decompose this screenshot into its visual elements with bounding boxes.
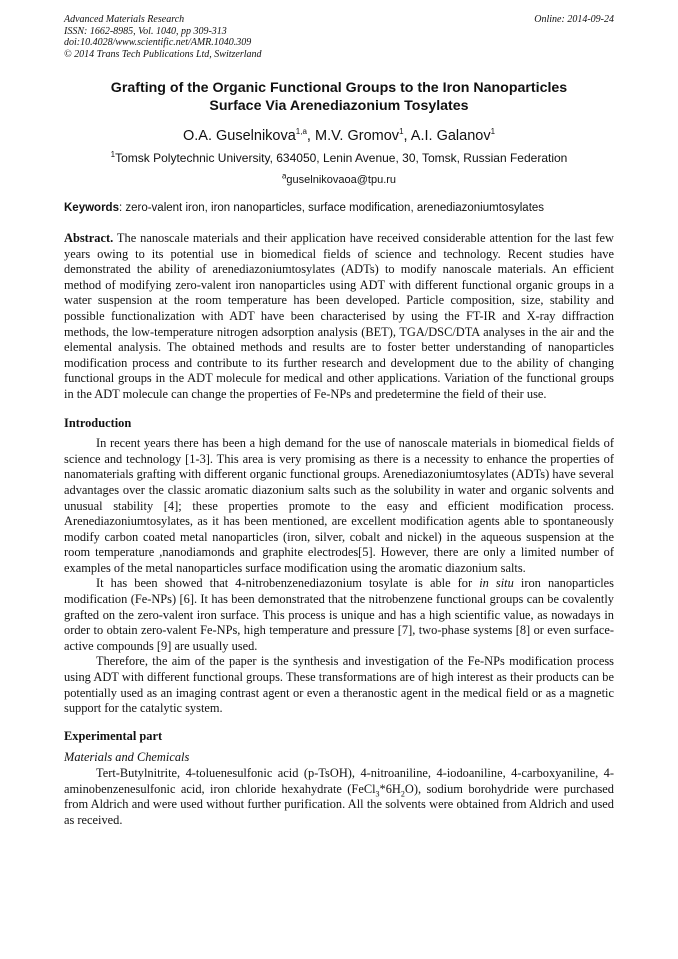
subscript: 2 <box>400 789 405 799</box>
corresponding-email <box>64 173 614 187</box>
journal-doi: doi:10.4028/www.scientific.net/AMR.1040.309 <box>64 37 252 48</box>
paragraph-text: Tert-Butylnitrite, 4-toluenesulfonic acid (p-TsOH), 4-nitroaniline, 4-iodoaniline, 4-carboxyaniline, 4-aminobenzenesulfonic acid, iron chloride hexahydrate (FeCl <box>64 766 614 796</box>
materials-paragraph <box>64 766 614 828</box>
paragraph-text: It has been showed that 4-nitrobenzenediazonium tosylate is able for <box>96 576 480 591</box>
author-list <box>64 127 614 145</box>
affiliation-text: Tomsk Polytechnic University, 634050, Lenin Avenue, 30, Tomsk, Russian Federation <box>115 151 568 165</box>
keywords <box>64 201 614 216</box>
experimental-section <box>64 766 614 828</box>
abstract <box>64 231 614 403</box>
author-affiliation-mark: 1,a <box>295 127 307 137</box>
experimental-heading: Experimental part <box>64 728 163 743</box>
paper-page <box>64 14 614 828</box>
abstract-label: Abstract. <box>64 231 114 245</box>
italic-term: in situ <box>479 576 514 591</box>
journal-issn: ISSN: 1662-8985, Vol. 1040, pp 309-313 <box>64 25 227 37</box>
journal-name: Advanced Materials Research <box>64 14 185 25</box>
title-line-2: Surface Via Arenediazonium Tosylates <box>209 98 469 114</box>
paragraph-text: O), sodium borohydride were purchased from Aldrich and were used without further purification. All the solvents were obtained from Aldrich and used as received. <box>64 781 614 827</box>
introduction-section <box>64 436 614 717</box>
email-mark: a <box>281 171 287 181</box>
paper-title <box>64 79 614 115</box>
paragraph-text: iron nanoparticles modification (Fe-NPs) [6]. It has been demonstrated that the nitrobenzene functional groups can be covalently grafted on the zero-valent iron surface. This process is unique and has a high scientific value, as nowadays in order to obtain zero-valent Fe-NPs, high temperature and pressure [7], two-phase systems [8] or even surface-active compounds [9] are usually used. <box>64 576 614 653</box>
introduction-paragraph-2 <box>64 576 614 654</box>
subscript: 3 <box>375 789 380 799</box>
author-name: A.I. Galanov <box>410 128 491 144</box>
email-text: guselnikovaoa@tpu.ru <box>286 174 397 186</box>
author-affiliation-mark: 1 <box>399 127 404 137</box>
author-separator: , <box>306 128 315 144</box>
keywords-text: : zero-valent iron, iron nanoparticles, surface modification, arenediazoniumtosylates <box>118 202 545 214</box>
introduction-paragraph-1: In recent years there has been a high demand for the use of nanoscale materials in biomedical fields of science and technology [1-3]. This area is very promising as there is a necessity to enhance the properties of nanomaterials grafting with different organic functional groups. Arenediazoniumtosylates (ADTs) have several advantages over the classic aromatic diazonium salts such as the solubility in water and organic solvents and unusual stability [4]; these properties promote to the easy and efficient modification process. Arenediazoniumtosylates, as it has been mentioned, are excellent modification agents able to spontaneously modify carbon coated metal nanoparticles (iron, silver, cobalt and nickel) in the aqueous suspension at the room temperature ,nanodiamonds and graphite electrodes[5]. However, there are only a limited number of examples of the metal nanoparticles surface modification using the aromatic diazonium salts. <box>64 436 614 575</box>
title-line-1: Grafting of the Organic Functional Groups to the Iron Nanoparticles <box>110 80 568 96</box>
abstract-text: The nanoscale materials and their application have received considerable attention for the last few years owing to its potential use in biomedical fields of science and technology. Recent studies have demonstrated the ability of arenediazoniumtosylates (ADTs) to modify nanoscale materials. An efficient method of modifying zero-valent iron nanoparticles using ADT with different functional organic groups in a water suspension at the room temperature has been developed. Particle composition, size, stability and possible functionalization with ADT have been characterised by using the FT-IR and X-ray diffraction methods, the low-temperature nitrogen adsorption analysis (BET), TGA/DSC/DTA analyses in the air and the elemental analysis. The obtained methods and results are to foster better understanding of nanoparticles modification process and contribute to its further research and development due to the ability of changing functional groups in the ADT molecule for medical and other applications. Variation of the functional groups in the ADT molecule can change the properties of Fe-NPs and predetermine the field of their use. <box>64 231 614 401</box>
paragraph-text: *6H <box>379 781 401 796</box>
materials-subheading: Materials and Chemicals <box>64 750 190 765</box>
author-affiliation-mark: 1 <box>490 127 496 137</box>
online-date: Online: 2014-09-24 <box>534 14 614 25</box>
introduction-heading: Introduction <box>64 415 132 430</box>
author-name: O.A. Guselnikova <box>182 128 296 144</box>
affiliation-mark: 1 <box>110 150 116 159</box>
author-separator: , <box>403 128 411 144</box>
journal-copyright: © 2014 Trans Tech Publications Ltd, Switzerland <box>64 48 262 60</box>
affiliation <box>64 151 614 166</box>
keywords-label: Keywords <box>64 202 119 214</box>
introduction-paragraph-3: Therefore, the aim of the paper is the synthesis and investigation of the Fe-NPs modification process using ADT with different functional groups. These transformations are of high interest as their products can be potentially used as an imaging contrast agent or even a theranostic agent in the medical field or as a magnetic support for the catalytic system. <box>64 654 614 716</box>
journal-header <box>64 14 614 60</box>
author-name: M.V. Gromov <box>314 128 400 144</box>
